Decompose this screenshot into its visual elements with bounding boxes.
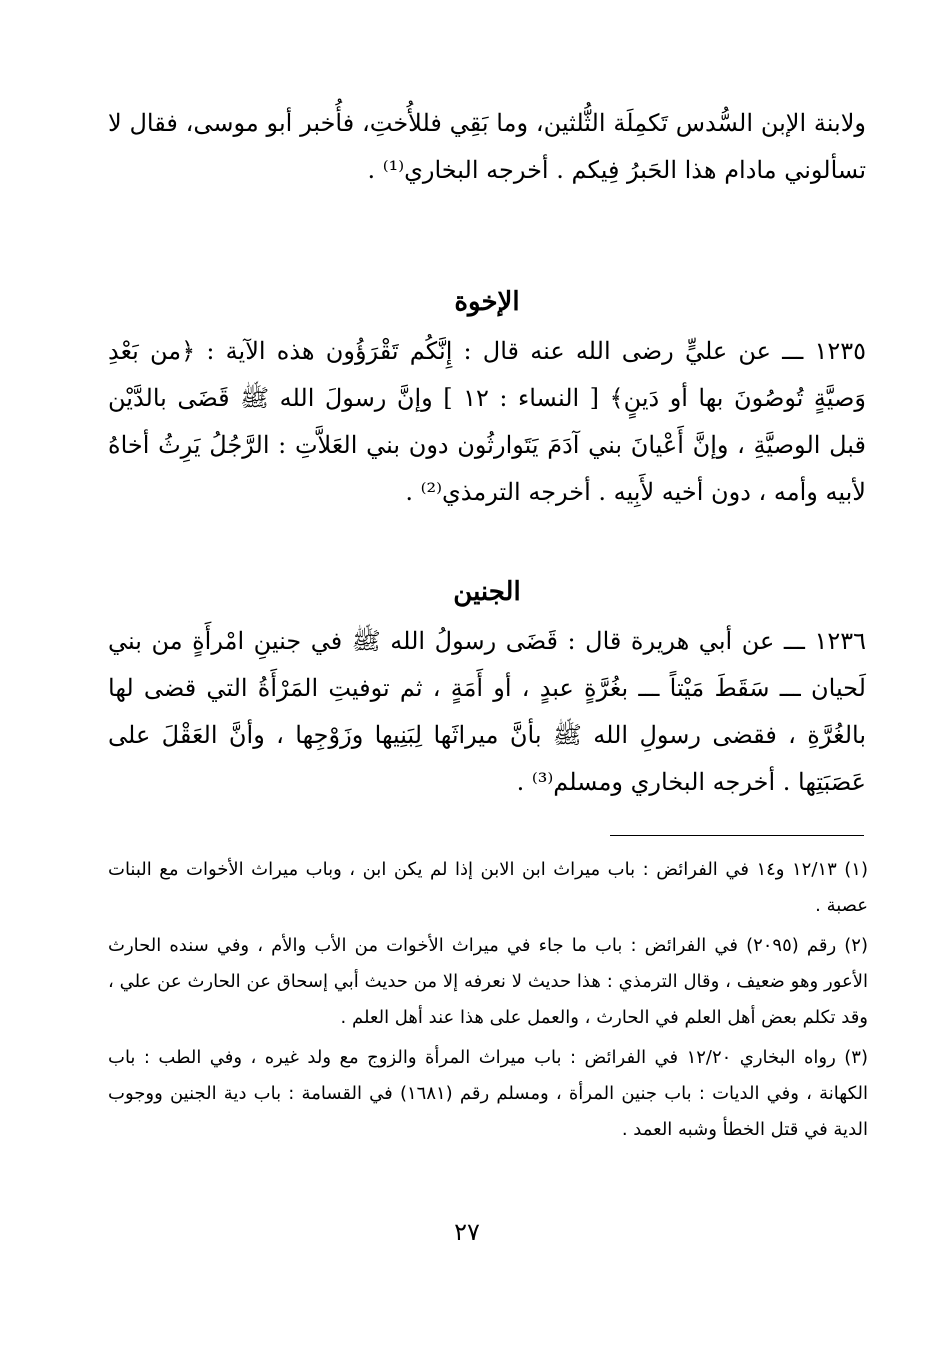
footnote-separator	[610, 835, 864, 836]
section-heading-brothers: الإخوة	[454, 287, 520, 317]
main-text	[108, 100, 866, 806]
footnotes	[108, 852, 868, 1152]
footnote-2: (٢) رقم (٢٠٩٥) في الفرائض : باب ما جاء في ميراث الأخوات من الأب والأم ، وفي سنده الحارث الأعور وهو ضعيف ، وقال الترمذي : هذا حديث لا نعرفه إلا من حديث أبي إسحاق عن الحارث عن علي ، وقد تكلم بعض أهل العلم في الحارث ، والعمل على هذا عند أهل العلم .	[108, 935, 868, 1028]
footnote-1: (١) ١٢/١٣ و١٤ في الفرائض : باب ميراث ابن الابن إذا لم يكن ابن ، وباب ميراث الأخوات مع البنات عصبة .	[108, 859, 868, 916]
hadith-1235: ١٢٣٥ ـــ عن عليٍّ رضى الله عنه قال : إِنَّكُم تَقْرَؤُون هذه الآية : ﴿من بَعْدِ وَصيَّةٍ تُوصُونَ بها أو دَينٍ﴾ [ النساء : ١٢ ] وإنَّ رسولَ الله ﷺ قَضَى بالدَّيْن قبل الوصيَّةِ ، وإنَّ أَعْيانَ بني آدَمَ يَتَوارثُون دون بني العَلاَّتِ : الرَّجُلُ يَرِثُ أخاهُ لأبيه وأمه ، دون أخيه لأَبِيه . أخرجه الترمذي⁽²⁾ .	[108, 337, 867, 506]
hadith-1236: ١٢٣٦ ـــ عن أبي هريرة قال : قَضَى رسولُ الله ﷺ في جنينِ امْرأَةٍ من بني لَحيان ـــ سَقَطَ مَيْتاً ـــ بغُرَّةٍ عبدٍ ، أو أَمَةٍ ، ثم توفيتِ المَرْأَةُ التي قضى لها بالغُرَّةِ ، فقضى رسولِ الله ﷺ بأنَّ ميراثَها لِبَنِيها وزَوْجِها ، وأنَّ العَقْلَ على عَصَبَتِها . أخرجه البخاري ومسلم⁽³⁾ .	[108, 627, 867, 796]
paragraph-intro: ولابنة الإبن السُّدس تَكمِلَة الثُّلثين، وما بَقِي فللأُختِ، فأُخبر أبو موسى، فقال لا تسألوني مادام هذا الحَبرُ فِيكم . أخرجه البخاري⁽¹⁾ .	[108, 109, 866, 184]
page-number: ٢٧	[454, 1218, 480, 1246]
footnote-3: (٣) رواه البخاري ١٢/٢٠ في الفرائض : باب ميراث المرأة والزوج مع ولد غيره ، وفي الطب : باب الكهانة ، وفي الديات : باب جنين المرأة ، ومسلم رقم (١٦٨١) في القسامة : باب دية الجنين ووجوب الدية في قتل الخطأ وشبه العمد .	[108, 1047, 868, 1140]
section-heading-fetus: الجنين	[453, 577, 521, 607]
